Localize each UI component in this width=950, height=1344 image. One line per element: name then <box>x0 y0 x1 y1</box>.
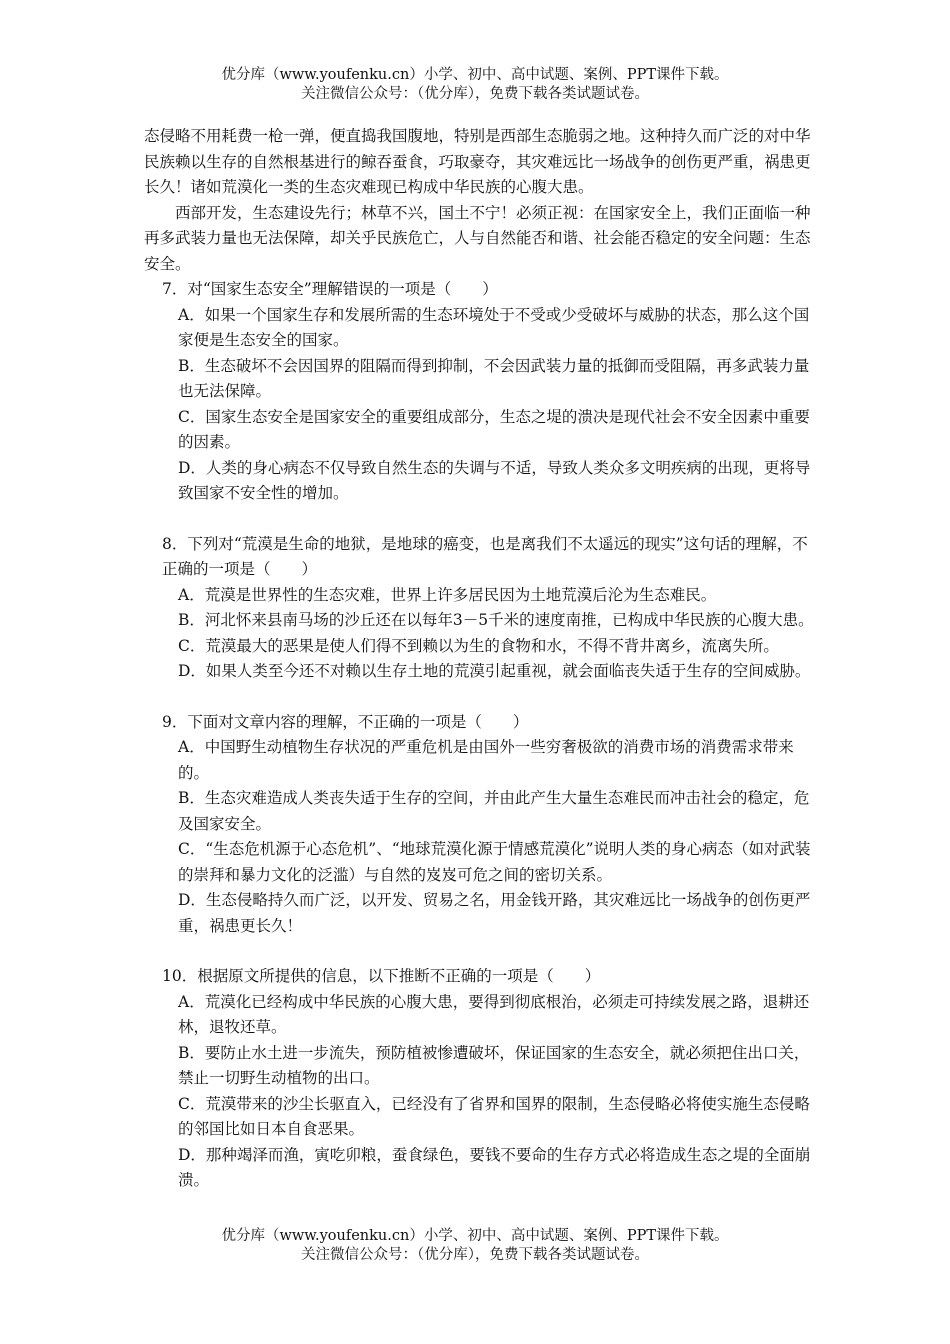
option-d: D．那种竭泽而渔，寅吃卯粮，蚕食绿色，要钱不要命的生存方式必将造成生态之堤的全面崩溃。 <box>178 1145 811 1189</box>
footer-line-1: 优分库（www.youfenku.cn）小学、初中、高中试题、案例、PPT课件下载。 <box>221 1228 729 1244</box>
option-b: B．生态破坏不会因国界的阻隔而得到抑制，不会因武装力量的抵御而受阻隔，再多武装力量也无法保障。 <box>178 356 810 400</box>
option-b: B．要防止水土进一步流失，预防植被惨遭破坏，保证国家的生态安全，就必须把住出口关，禁止一切野生动植物的出口。 <box>178 1043 810 1087</box>
option-d: D．人类的身心病态不仅导致自然生态的失调与不适，导致人类众多文明疾病的出现，更将导致国家不安全性的增加。 <box>178 458 811 502</box>
option-a: A．中国野生动植物生存状况的严重危机是由国外一些穷奢极欲的消费市场的消费需求带来的。 <box>178 738 794 782</box>
option-a: A．如果一个国家生存和发展所需的生态环境处于不受或少受破坏与威胁的状态，那么这个国家便是生态安全的国家。 <box>178 305 810 349</box>
option-c: C．荒漠最大的恶果是使人们得不到赖以为生的食物和水，不得不背井离乡，流离失所。 <box>178 636 779 655</box>
option-a: A．荒漠是世界性的生态灾难，世界上许多居民因为土地荒漠后沦为生态难民。 <box>178 585 717 604</box>
question-stem: 7．对“国家生态安全”理解错误的一项是（ ） <box>162 280 498 298</box>
footer-line-2: 关注微信公众号：（优分库），免费下载各类试题试卷。 <box>301 1247 649 1263</box>
option-c: C．国家生态安全是国家安全的重要组成部分，生态之堤的溃决是现代社会不安全因素中重要的因素。 <box>178 407 810 451</box>
option-a: A．荒漠化已经构成中华民族的心腹大患，要得到彻底根治，必须走可持续发展之路，退耕还林，退牧还草。 <box>178 992 810 1036</box>
option-d: D．如果人类至今还不对赖以生存土地的荒漠引起重视，就会面临丧失适于生存的空间威胁。 <box>178 662 811 680</box>
question-7 <box>144 277 820 507</box>
page-header <box>0 66 950 104</box>
option-b: B．河北怀来县南马场的沙丘还在以每年3－5千米的速度南推，已构成中华民族的心腹大患。 <box>178 611 814 629</box>
question-stem: 10．根据原文所提供的信息，以下推断不正确的一项是（ ） <box>162 967 601 985</box>
passage-paragraph: 态侵略不用耗费一枪一弹，便直捣我国腹地，特别是西部生态脆弱之地。这种持久而广泛的对中华民族赖以生存的自然根基进行的鲸吞蚕食，巧取豪夺，其灾难远比一场战争的创伤更严重，祸患更长久！诸如荒漠化一类的生态灾难现已构成中华民族的心腹大患。 <box>144 127 811 196</box>
header-line-2: 关注微信公众号：（优分库），免费下载各类试题试卷。 <box>301 86 649 102</box>
document-body <box>144 124 820 1194</box>
page-footer <box>0 1227 950 1265</box>
question-8 <box>144 532 820 685</box>
option-d: D．生态侵略持久而广泛，以开发、贸易之名，用金钱开路，其灾难远比一场战争的创伤更严重，祸患更长久！ <box>178 891 811 935</box>
option-c: C．荒漠带来的沙尘长驱直入，已经没有了省界和国界的限制，生态侵略必将使实施生态侵略的邻国比如日本自食恶果。 <box>178 1094 810 1138</box>
option-b: B．生态灾难造成人类丧失适于生存的空间，并由此产生大量生态难民而冲击社会的稳定，危及国家安全。 <box>178 789 810 833</box>
question-10 <box>144 964 820 1194</box>
passage-paragraph: 西部开发，生态建设先行；林草不兴，国土不宁！必须正视：在国家安全上，我们正面临一种再多武装力量也无法保障，却关乎民族危亡，人与自然能否和谐、社会能否稳定的安全问题：生态安全。 <box>144 203 811 273</box>
header-line-1: 优分库（www.youfenku.cn）小学、初中、高中试题、案例、PPT课件下载。 <box>221 67 729 83</box>
question-stem: 8．下列对“荒漠是生命的地狱，是地球的癌变，也是离我们不太遥远的现实”这句话的理解，不正确的一项是（ ） <box>162 534 808 578</box>
option-c: C．“生态危机源于心态危机”、“地球荒漠化源于情感荒漠化”说明人类的身心病态（如对武装的崇拜和暴力文化的泛滥）与自然的岌岌可危之间的密切关系。 <box>178 840 811 884</box>
question-9 <box>144 710 820 940</box>
question-stem: 9．下面对文章内容的理解，不正确的一项是（ ） <box>162 712 529 731</box>
